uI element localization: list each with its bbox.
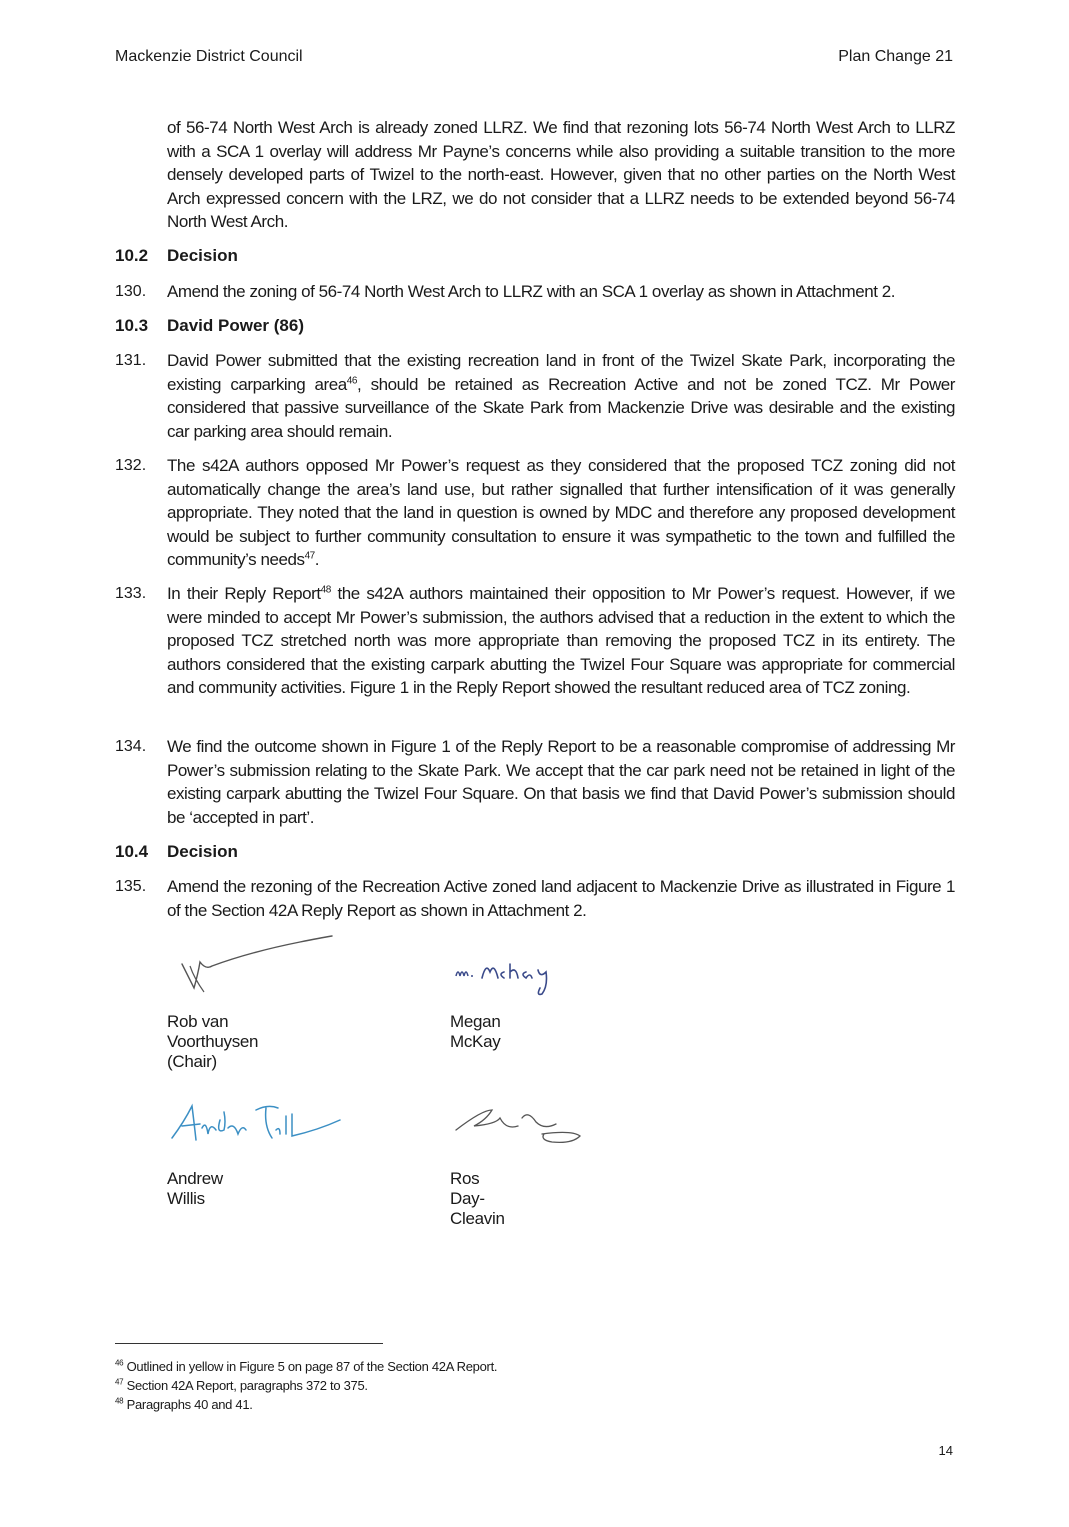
section-heading-10-3 [115,314,955,337]
section-title: David Power (86) [167,316,304,335]
paragraph-134 [115,735,955,829]
header-plan-change: Plan Change 21 [838,48,953,65]
text-run: David Power submitted that the existing recreation land in front of the Twizel Skate Park, incorporating the existing carparking area [167,351,955,394]
footnote-number: 46 [115,1358,124,1368]
paragraph-text: We find the outcome shown in Figure 1 of the Reply Report to be a reasonable compromise of addressing Mr Power’s submission relating to the Skate Park. We accept that the car park need not be retained in light of the existing carpark abutting the Twizel Four Square. On that basis we find that David Power’s submission should be ‘accepted in part’. [167,737,955,827]
paragraph-133 [115,582,955,700]
paragraph-text: of 56-74 North West Arch is already zoned LLRZ. We find that rezoning lots 56-74 North West Arch to LLRZ with a SCA 1 overlay will address Mr Payne’s concerns while also providing a suitable transition to the more densely developed parts of Twizel to the north-east. However, given that no other parties on the North West Arch expressed concern with the LRZ, we do not consider that a LLRZ needs to be extended beyond 56-74 North West Arch. [167,118,955,231]
footnote-48 [115,1395,497,1414]
paragraph-number: 133. [115,585,147,602]
text-run: The s42A authors opposed Mr Power’s request as they considered that the proposed TCZ zoning did not automatically change the area’s land use, but rather signalled that further intensification of it was generally appropriate. They noted that the land in question is owned by MDC and therefore any proposed development would be subject to further community consultation to ensure it was sympathetic to the town and fulfilled the community’s needs [167,456,955,569]
continued-paragraph [115,116,955,234]
signatory-name: Ros Day- Cleavin [450,1169,505,1228]
footnote-text: Section 42A Report, paragraphs 372 to 375. [126,1378,368,1393]
paragraph-number: 135. [115,878,147,895]
page-number: 14 [938,1443,953,1458]
text-run: , should be retained as Recreation Active and not be zoned TCZ. Mr Power considered that passive surveillance of the Skate Park from Mackenzie Drive was desirable and the existing car parking area should remain. [167,374,955,441]
signatory-name: Rob van Voorthuysen (Chair) [167,1012,259,1071]
footnote-ref-48[interactable]: 48 [320,584,331,596]
signature-andrew-willis [168,1100,348,1150]
footnote-ref-47[interactable]: 47 [304,550,315,562]
paragraph-number: 132. [115,457,147,474]
text-run: In their Reply Report [167,584,321,603]
section-number: 10.2 [115,246,149,265]
header-organisation: Mackenzie District Council [115,48,303,65]
paragraph-text [167,454,955,572]
paragraph-number: 134. [115,738,147,755]
signatory-name: Andrew Willis [167,1169,223,1208]
footnote-ref-46[interactable]: 46 [346,374,358,386]
footnote-number: 47 [115,1377,124,1387]
text-run: . [314,550,320,569]
section-title: Decision [167,246,238,265]
footnote-text: Paragraphs 40 and 41. [126,1397,253,1412]
paragraph-text [167,349,955,443]
paragraph-text [167,582,955,700]
paragraph-text: Amend the zoning of 56-74 North West Arch to LLRZ with an SCA 1 overlay as shown in Attachment 2. [167,282,896,301]
paragraph-130 [115,280,955,304]
paragraph-135 [115,875,955,922]
paragraph-131 [115,349,955,443]
section-number: 10.3 [115,316,149,335]
section-heading-10-4 [115,840,955,863]
section-number: 10.4 [115,842,149,861]
section-heading-10-2 [115,244,955,267]
paragraph-text: Amend the rezoning of the Recreation Active zoned land adjacent to Mackenzie Drive as illustrated in Figure 1 of the Section 42A Reply Report as shown in Attachment 2. [167,877,955,920]
footnotes [115,1357,497,1414]
signature-megan-mckay [450,952,580,1002]
footnote-number: 48 [115,1396,124,1406]
signatory-name: Megan McKay [450,1012,501,1051]
paragraph-number: 131. [115,352,147,369]
section-title: Decision [167,842,238,861]
signature-ros-day-cleavin [452,1100,592,1150]
text-run: the s42A authors maintained their opposition to Mr Power’s request. However, if we were minded to accept Mr Power’s submission, the authors advised that a reduction in the extent to which the proposed TCZ stretched north was more appropriate than removing the proposed TCZ in its entirety. The authors considered that the existing carpark abutting the Twizel Four Square was appropriate for commercial and community activities. Figure 1 in the Reply Report showed the resultant reduced area of TCZ zoning. [167,584,955,697]
paragraph-number: 130. [115,283,147,300]
footnote-text: Outlined in yellow in Figure 5 on page 87 of the Section 42A Report. [126,1359,498,1374]
paragraph-132 [115,454,955,572]
footnote-46 [115,1357,497,1376]
signature-rob-van-voorthuysen [170,930,340,1000]
footnote-separator [115,1343,383,1344]
footnote-47 [115,1376,497,1395]
